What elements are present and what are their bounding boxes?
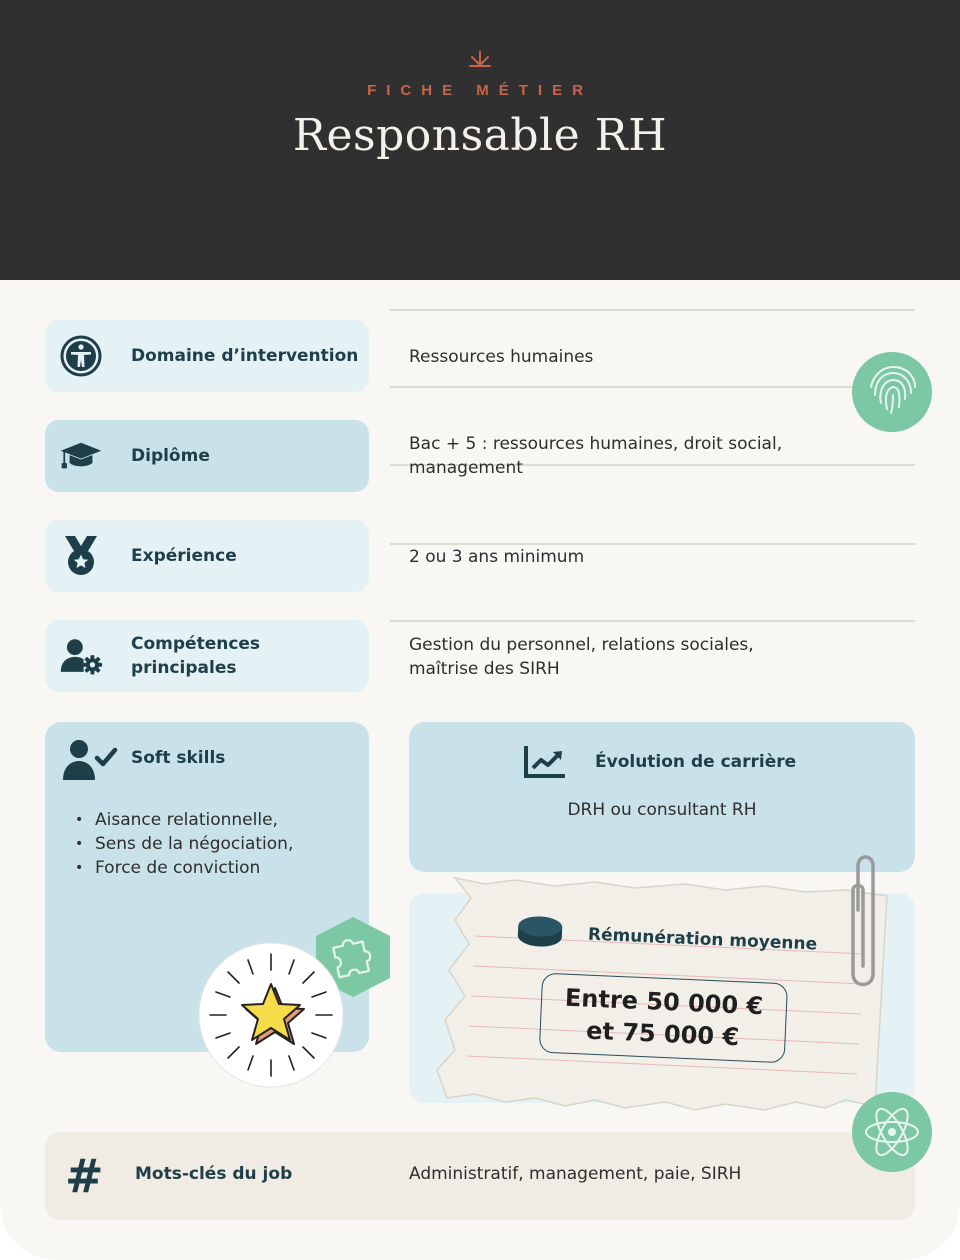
medal-icon (59, 534, 103, 578)
row-domain-label (45, 320, 369, 392)
row-label: Diplôme (131, 446, 210, 466)
row-value: 2 ou 3 ans minimum (409, 547, 585, 567)
salary-note (425, 870, 895, 1115)
row-value: Ressources humaines (409, 347, 594, 367)
list-item: • Force de conviction (95, 856, 293, 880)
graduation-cap-icon (59, 434, 103, 478)
row-diploma-label (45, 420, 369, 492)
soft-skills-list (95, 808, 293, 880)
divider (390, 309, 915, 311)
career-value: DRH ou consultant RH (567, 800, 757, 820)
divider (390, 386, 915, 388)
atom-badge-icon (851, 1091, 933, 1173)
eyebrow-label: FICHE MÉTIER (367, 82, 593, 99)
hashtag-icon: # (65, 1149, 104, 1203)
keywords-panel (45, 1132, 915, 1220)
row-label: Domaine d’intervention (131, 346, 359, 366)
row-skills-label (45, 620, 369, 692)
salary-title: Rémunération moyenne (587, 924, 818, 955)
list-item: • Sens de la négociation, (95, 832, 293, 856)
career-title: Évolution de carrière (595, 752, 797, 772)
fingerprint-badge-icon (851, 351, 933, 433)
career-panel (409, 722, 915, 872)
chart-growth-icon (523, 744, 567, 780)
accessibility-icon (59, 334, 103, 378)
row-value: Gestion du personnel, relations sociales, maîtrise des SIRH (409, 635, 754, 679)
user-check-icon (61, 738, 117, 782)
header (0, 0, 960, 280)
row-value: Bac + 5 : ressources humaines, droit social, management (409, 434, 783, 478)
divider (390, 620, 915, 622)
keywords-value: Administratif, management, paie, SIRH (409, 1164, 742, 1184)
salary-amount-line: et 75 000 € (585, 1016, 740, 1052)
keywords-title: Mots-clés du job (135, 1164, 293, 1184)
list-item: • Aisance relationnelle, (95, 808, 293, 832)
row-label: Compétences principales (131, 634, 261, 678)
row-experience-label (45, 520, 369, 592)
soft-skills-title: Soft skills (131, 748, 226, 768)
user-gear-icon (59, 634, 103, 678)
salary-content (461, 905, 868, 1102)
salary-amount-box (539, 973, 788, 1064)
sparkle-icon (468, 50, 492, 68)
salary-amount-line: Entre 50 000 € (564, 983, 764, 1021)
star-sticker-icon (196, 940, 346, 1090)
coin-icon (515, 913, 564, 949)
page-title: Responsable RH (292, 110, 668, 161)
row-label: Expérience (131, 546, 237, 566)
